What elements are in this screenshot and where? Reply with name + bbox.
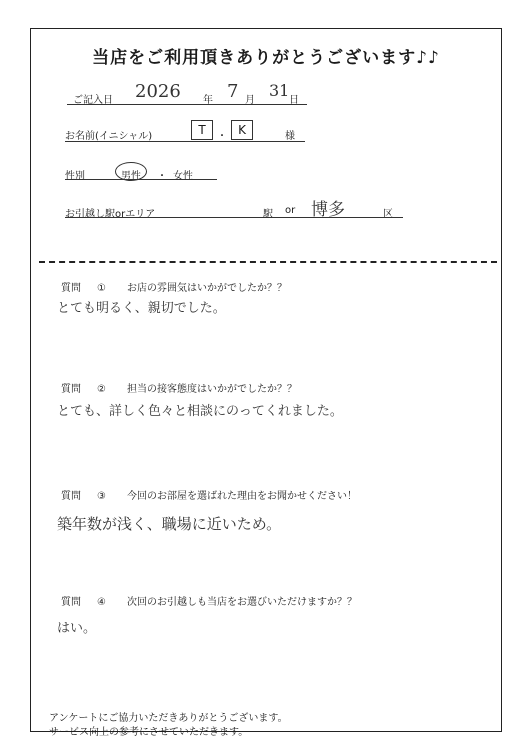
initial-box-1[interactable]: T bbox=[191, 120, 213, 140]
question-2-number: ② bbox=[97, 384, 106, 395]
gender-underline bbox=[65, 179, 217, 180]
date-label: ご記入日 bbox=[73, 95, 113, 106]
area-value[interactable]: 博多 bbox=[311, 200, 345, 220]
question-4 bbox=[61, 593, 357, 608]
question-3-number: ③ bbox=[97, 491, 106, 502]
question-3 bbox=[61, 487, 357, 502]
initial-box-2[interactable]: K bbox=[231, 120, 253, 140]
question-4-number: ④ bbox=[97, 597, 106, 608]
date-day-unit: 日 bbox=[289, 95, 299, 106]
name-underline bbox=[65, 141, 305, 142]
date-year-value[interactable]: 2026 bbox=[135, 81, 181, 102]
gender-separator: ・ bbox=[157, 171, 167, 182]
question-3-text: 今回のお部屋を選ばれた理由をお聞かせください！ bbox=[127, 491, 357, 502]
answer-2[interactable]: とても、詳しく色々と相談にのってくれました。 bbox=[57, 404, 343, 419]
question-1 bbox=[61, 279, 287, 294]
date-underline bbox=[67, 104, 307, 105]
name-suffix: 様 bbox=[285, 131, 295, 142]
gender-female-option[interactable]: 女性 bbox=[173, 171, 193, 182]
question-1-label: 質問 bbox=[61, 283, 81, 294]
question-1-number: ① bbox=[97, 283, 106, 294]
area-underline bbox=[65, 217, 403, 218]
question-4-text: 次回のお引越しも当店をお選びいただけますか？？ bbox=[127, 597, 357, 608]
or-label: or bbox=[285, 205, 296, 216]
question-2-text: 担当の接客態度はいかがでしたか？？ bbox=[127, 384, 297, 395]
question-3-label: 質問 bbox=[61, 491, 81, 502]
ward-label: 区 bbox=[383, 209, 393, 220]
question-4-label: 質問 bbox=[61, 597, 81, 608]
initial-separator: ・ bbox=[217, 131, 227, 142]
answer-1[interactable]: とても明るく、親切でした。 bbox=[57, 301, 226, 316]
area-label: お引越し駅orエリア bbox=[65, 209, 156, 220]
station-label: 駅 bbox=[263, 209, 273, 220]
gender-label: 性別 bbox=[65, 171, 85, 182]
date-month-unit: 月 bbox=[245, 95, 255, 106]
question-1-text: お店の雰囲気はいかがでしたか？？ bbox=[127, 283, 287, 294]
answer-3[interactable]: 築年数が浅く、職場に近いため。 bbox=[57, 515, 282, 533]
survey-sheet bbox=[30, 28, 502, 738]
date-day-value[interactable]: 31 bbox=[269, 81, 290, 100]
date-year-unit: 年 bbox=[203, 95, 213, 106]
question-2-label: 質問 bbox=[61, 384, 81, 395]
question-2 bbox=[61, 380, 297, 395]
gender-male-option[interactable]: 男性 bbox=[121, 171, 141, 182]
section-divider bbox=[39, 261, 497, 263]
name-label: お名前(イニシャル) bbox=[65, 131, 153, 142]
answer-4[interactable]: はい。 bbox=[57, 621, 97, 636]
date-month-value[interactable]: 7 bbox=[227, 81, 239, 102]
survey-title: 当店をご利用頂きありがとうございます♪♪ bbox=[92, 48, 440, 68]
footer-note: サービス向上の参考にさせていただきます。 bbox=[49, 727, 249, 738]
footer-thanks: アンケートにご協力いただきありがとうございます。 bbox=[49, 713, 288, 724]
